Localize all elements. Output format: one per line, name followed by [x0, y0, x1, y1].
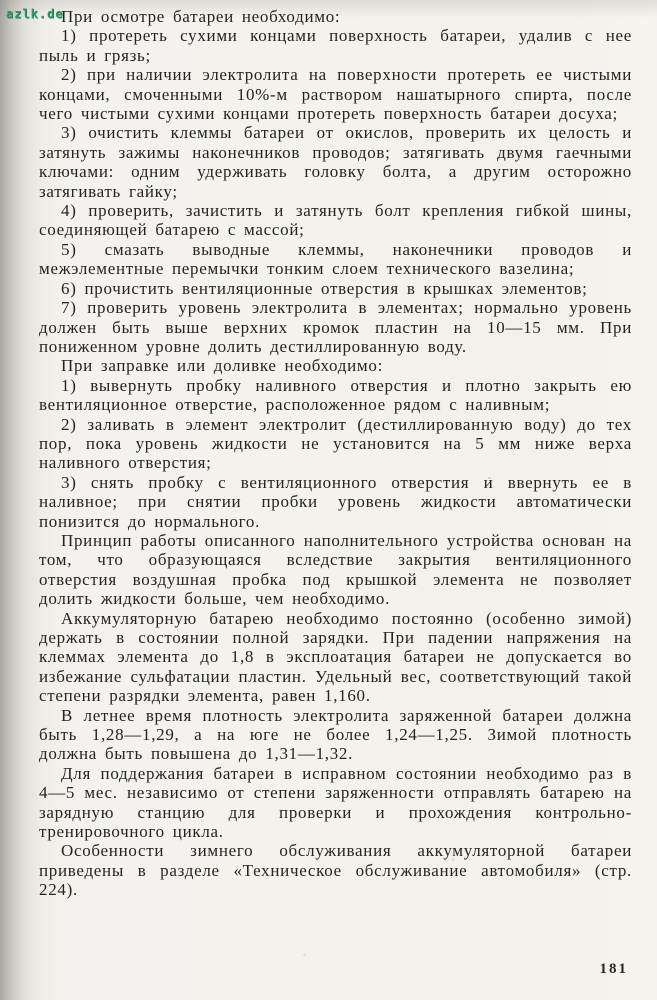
paragraph-inspection-item-3: 3) очистить клеммы батареи от окислов, проверить их целость и затянуть зажимы наконечников проводов; затягивать двумя гаечными ключами: одним удерживать головку болта, а другим осторожно затягивать гайку;	[39, 123, 632, 201]
watermark: azlk.de	[6, 7, 64, 21]
paragraph-inspection-item-1: 1) протереть сухими концами поверхность батареи, удалив с нее пыль и грязь;	[39, 26, 632, 65]
paragraph-charge-state: Аккумуляторную батарею необходимо постоянно (особенно зимой) держать в состоянии полной зарядки. При падении напряжения на клеммах элемента до 1,8 в эксплоатация батареи не допускается во избежание сульфатации пластин. Удельный вес, соответствующий такой степени разрядки элемента, равен 1,160.	[39, 608, 632, 706]
paragraph-refill-item-1: 1) вывернуть пробку наливного отверстия и плотно закрыть ею вентиляционное отверстие, расположенное рядом с наливным;	[39, 375, 632, 415]
paragraph-inspection-item-4: 4) проверить, зачистить и затянуть болт крепления гибкой шины, соединяющей батарею с массой;	[39, 201, 632, 240]
paragraph-intro-refill: При заправке или доливке необходимо:	[61, 356, 383, 376]
paragraph-charging-station: Для поддержания батареи в исправном состоянии необходимо раз в 4—5 мес. независимо от степени заряженности отправлять батарею на зарядную станцию для проверки и прохождения контрольно-тренировочного цикла.	[39, 763, 632, 842]
paragraph-winter-service-ref: Особенности зимнего обслуживания аккумуляторной батареи приведены в разделе «Техническое обслуживание автомобиля» (стр. 224).	[39, 841, 632, 900]
paragraph-refill-item-2: 2) заливать в элемент электролит (дестиллированную воду) до тех пор, пока уровень жидкости не установится на 5 мм ниже верха наливного отверстия;	[39, 414, 632, 473]
paragraph-intro-inspection: При осмотре батареи необходимо:	[61, 7, 341, 26]
paragraph-inspection-item-2: 2) при наличии электролита на поверхности протереть ее чистыми концами, смоченными 10%-м раствором нашатырного спирта, после чего чистыми сухими концами протереть поверхность батареи досуха;	[39, 65, 632, 124]
page-body-text	[39, 7, 632, 900]
paragraph-inspection-item-6: 6) прочистить вентиляционные отверстия в крышках элементов;	[61, 278, 588, 298]
paragraph-inspection-item-5: 5) смазать выводные клеммы, наконечники проводов и межэлементные перемычки тонким слоем технического вазелина;	[39, 239, 632, 279]
paragraph-refill-item-3: 3) снять пробку с вентиляционного отверстия и ввернуть ее в наливное; при снятии пробки уровень жидкости автоматически понизится до нормального.	[39, 472, 632, 531]
page-number: 181	[599, 961, 628, 977]
paragraph-filler-principle: Принцип работы описанного наполнительного устройства основан на том, что образующаяся вследствие закрытия вентиляционного отверстия воздушная пробка под крышкой элемента не позволяет долить жидкости больше, чем необходимо.	[39, 530, 632, 609]
paper-speck	[303, 954, 306, 956]
paragraph-electrolyte-density: В летнее время плотность электролита заряженной батареи должна быть 1,28—1,29, а на юге не более 1,24—1,25. Зимой плотность должна быть повышена до 1,31—1,32.	[39, 705, 632, 764]
paragraph-inspection-item-7: 7) проверить уровень электролита в элементах; нормально уровень должен быть выше верхних кромок пластин на 10—15 мм. При пониженном уровне долить дестиллированную воду.	[39, 298, 632, 356]
